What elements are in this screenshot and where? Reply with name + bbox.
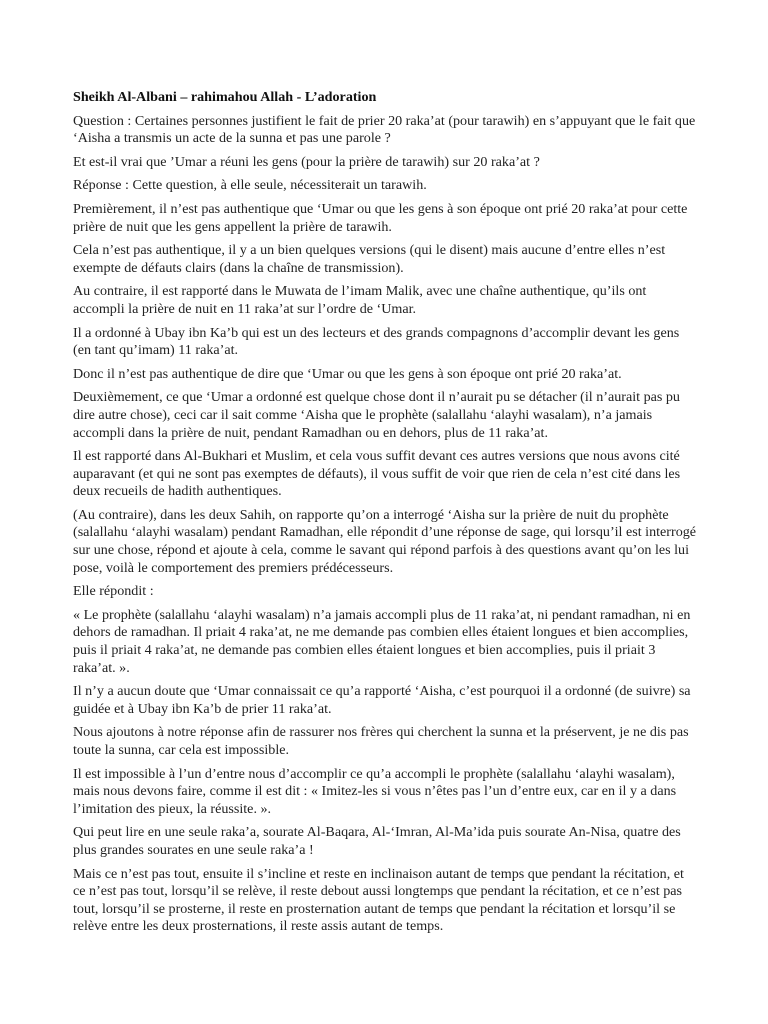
paragraph: Il n’y a aucun doute que ‘Umar connaissait ce qu’a rapporté ‘Aisha, c’est pourquoi il a ordonné (de suivre) sa guidée et à Ubay ibn Ka’b de prier 11 raka’at. (73, 683, 691, 717)
paragraph: Il est rapporté dans Al-Bukhari et Muslim, et cela vous suffit devant ces autres versions que nous avons cité auparavant (et qui ne sont pas exemptes de défauts), il vous suffit de voir que rien de cela n’est cité dans les deux recueils de hadith authentiques. (73, 448, 681, 500)
paragraph: Mais ce n’est pas tout, ensuite il s’incline et reste en inclinaison autant de temps que pendant la récitation, et ce n’est pas tout, lorsqu’il se relève, il reste debout aussi longtemps que pendant la récitation, et ce n’est pas tout, lorsqu’il se prosterne, il reste en prosternation autant de temps que pendant la récitation et lorsqu’il se relève entre les deux prosternations, il reste assis autant de temps. (73, 865, 684, 935)
paragraph: Qui peut lire en une seule raka’a, sourate Al-Baqara, Al-‘Imran, Al-Ma’ida puis sourate An-Nisa, quatre des plus grandes sourates en une seule raka’a ! (73, 824, 681, 858)
paragraph-quote: « Le prophète (salallahu ‘alayhi wasalam) n’a jamais accompli plus de 11 raka’at, ni pendant ramadhan, ni en dehors de ramadhan. Il priait 4 raka’at, ne me demande pas combien elles étaient longues et bien accomplies, puis il priait 4 raka’at, ne demande pas combien elles étaient longues et bien accomplies, puis il priait 3 raka’at. ». (73, 606, 691, 676)
paragraph: Au contraire, il est rapporté dans le Muwata de l’imam Malik, avec une chaîne authentique, qu’ils ont accompli la prière de nuit en 11 raka’at sur l’ordre de ‘Umar. (73, 283, 647, 317)
document-page (73, 89, 698, 942)
paragraph: Il est impossible à l’un d’entre nous d’accomplir ce qu’a accompli le prophète (salallahu ‘alayhi wasalam), mais nous devons faire, comme il est dit : « Imitez-les si vous n’êtes pas l’un d’entre eux, car en il y a dans l’imitation des pieux, la réussite. ». (73, 765, 677, 817)
paragraph: Il a ordonné à Ubay ibn Ka’b qui est un des lecteurs et des grands compagnons d’accomplir devant les gens (en tant qu’imam) 11 raka’at. (73, 324, 680, 359)
paragraph: Deuxièmement, ce que ‘Umar a ordonné est quelque chose dont il n’aurait pu se détacher (il n’aurait pas pu dire autre chose), ceci car il sait comme ‘Aisha que le prophète (salallahu ‘alayhi wasalam), n’a jamais accompli dans la prière de nuit, pendant Ramadhan ou en dehors, plus de 11 raka’at. (73, 389, 680, 441)
paragraph: Et est-il vrai que ’Umar a réuni les gens (pour la prière de tarawih) sur 20 raka’at ? (73, 153, 540, 170)
paragraph: Donc il n’est pas authentique de dire que ‘Umar ou que les gens à son époque ont prié 20 raka’at. (73, 365, 622, 382)
document-title: Sheikh Al-Albani – rahimahou Allah - L’adoration (73, 89, 377, 105)
paragraph: Premièrement, il n’est pas authentique que ‘Umar ou que les gens à son époque ont prié 20 raka’at pour cette prière de nuit que les gens appellent la prière de tarawih. (73, 200, 688, 235)
paragraph: Elle répondit : (73, 583, 154, 600)
paragraph-question: Question : Certaines personnes justifient le fait de prier 20 raka’at (pour tarawih) en s’appuyant que le fait que ‘Aisha a transmis un acte de la sunna et pas une parole ? (73, 112, 696, 147)
paragraph: (Au contraire), dans les deux Sahih, on rapporte qu’on a interrogé ‘Aisha sur la prière de nuit du prophète (salallahu ‘alayhi wasalam) pendant Ramadhan, elle répondit d’une réponse de sage, qui lorsqu’il est interrogé sur une chose, répond et ajoute à cela, comme le savant qui répond parfois à des questions avant qu’on les lui pose, voilà le comportement des premiers prédécesseurs. (73, 506, 697, 576)
paragraph: Nous ajoutons à notre réponse afin de rassurer nos frères qui cherchent la sunna et la préservent, je ne dis pas toute la sunna, car cela est impossible. (73, 724, 689, 758)
paragraph: Cela n’est pas authentique, il y a un bien quelques versions (qui le disent) mais aucune d’entre elles n’est exempte de défauts clairs (dans la chaîne de transmission). (73, 242, 666, 276)
paragraph-answer: Réponse : Cette question, à elle seule, nécessiterait un tarawih. (73, 177, 427, 194)
